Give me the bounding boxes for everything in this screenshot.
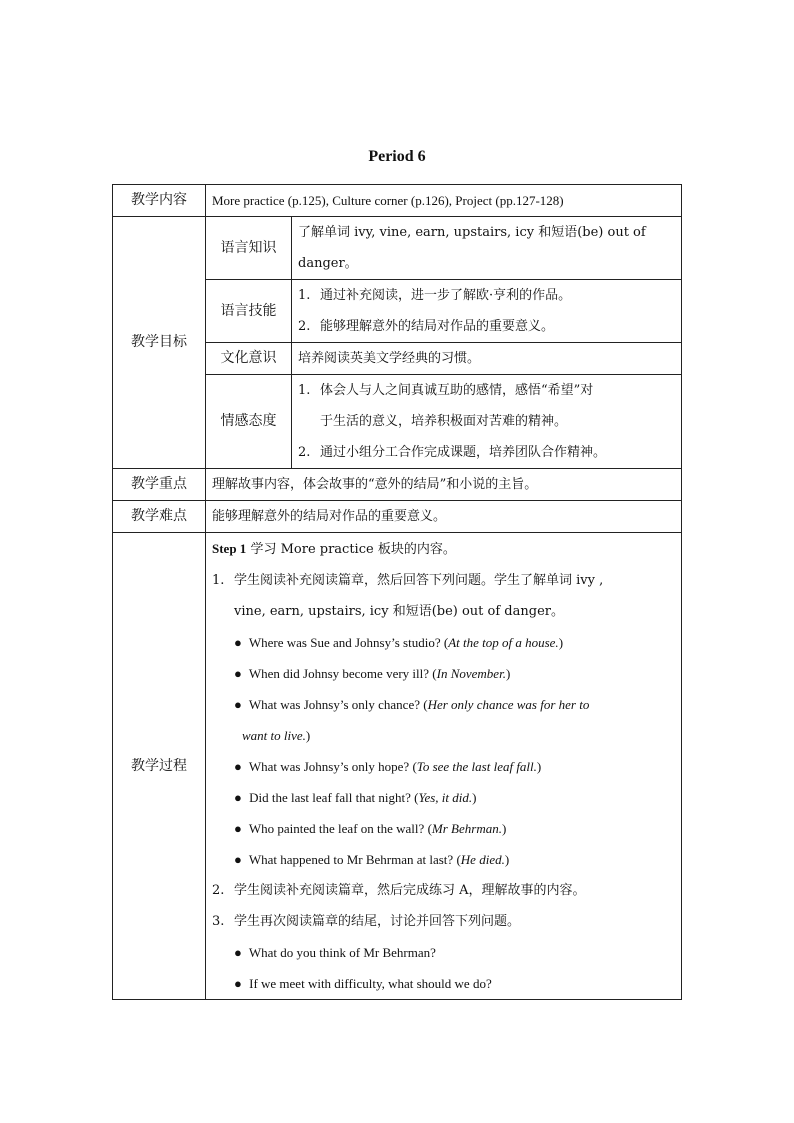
language-skills-list (292, 280, 682, 343)
list-item: 3. 学生再次阅读篇章的结尾，讨论并回答下列问题。 (212, 914, 521, 929)
question-item: ● When did Johnsy become very ill? (In November.) (234, 666, 511, 681)
emotion-label: 情感态度 (206, 375, 292, 469)
list-item-continuation: vine, earn, upstairs, icy 和短语(be) out of danger。 (234, 604, 564, 619)
discussion-item: ● If we meet with difficulty, what should we do? (234, 976, 492, 991)
difficulties-text: 能够理解意外的结局对作品的重要意义。 (206, 501, 682, 533)
language-knowledge-label: 语言知识 (206, 217, 292, 280)
step-text: 学习 More practice 板块的内容。 (250, 542, 456, 557)
process-label: 教学过程 (113, 533, 206, 1000)
language-knowledge-line: 了解单词 ivy, vine, earn, upstairs, icy 和短语(be) out of (298, 225, 646, 240)
list-item: 2. 能够理解意外的结局对作品的重要意义。 (298, 319, 555, 334)
row-key-points (113, 469, 682, 501)
culture-label: 文化意识 (206, 343, 292, 375)
difficulties-label: 教学难点 (113, 501, 206, 533)
goals-label: 教学目标 (113, 217, 206, 469)
language-knowledge-text (292, 217, 682, 280)
list-item: 1. 学生阅读补充阅读篇章，然后回答下列问题。学生了解单词 ivy , (212, 573, 604, 588)
answer: Yes, it did. (418, 790, 473, 805)
list-item: 1. 体会人与人之间真诚互助的感情，感悟“希望”对 (298, 383, 594, 398)
bullet-icon: ● (234, 852, 242, 867)
content-label: 教学内容 (113, 185, 206, 217)
bullet-icon: ● (234, 635, 242, 650)
key-points-label: 教学重点 (113, 469, 206, 501)
bullet-icon: ● (234, 976, 242, 991)
list-item: 1. 通过补充阅读，进一步了解欧·亨利的作品。 (298, 288, 572, 303)
question-item: ● What was Johnsy’s only hope? (To see the last leaf fall.) (234, 759, 542, 774)
content-text: More practice (p.125), Culture corner (p.126), Project (pp.127-128) (206, 185, 682, 217)
answer: To see the last leaf fall. (416, 759, 537, 774)
question-item: ● What was Johnsy’s only chance? (Her only chance was for her to (234, 697, 590, 712)
bullet-icon: ● (234, 790, 242, 805)
answer: Mr Behrman. (431, 821, 502, 836)
list-item: 2. 学生阅读补充阅读篇章，然后完成练习 A，理解故事的内容。 (212, 883, 586, 898)
question-item: ● Where was Sue and Johnsy’s studio? (At the top of a house.) (234, 635, 564, 650)
language-skills-label: 语言技能 (206, 280, 292, 343)
bullet-icon: ● (234, 697, 242, 712)
answer: At the top of a house. (448, 635, 559, 650)
row-process (113, 533, 682, 1000)
language-knowledge-line: danger。 (298, 256, 358, 271)
answer: In November. (436, 666, 506, 681)
question-item: ● What happened to Mr Behrman at last? (He died.) (234, 852, 510, 867)
answer: He died. (460, 852, 505, 867)
bullet-icon: ● (234, 945, 242, 960)
key-points-text: 理解故事内容，体会故事的“意外的结局”和小说的主旨。 (206, 469, 682, 501)
row-content (113, 185, 682, 217)
list-item-continuation: 于生活的意义，培养积极面对苦难的精神。 (320, 414, 568, 429)
discussion-item: ● What do you think of Mr Behrman? (234, 945, 436, 960)
process-content (206, 533, 682, 1000)
step-heading (212, 533, 675, 565)
row-language-knowledge (113, 217, 682, 280)
page-title: Period 6 (368, 148, 426, 165)
list-item: 2. 通过小组分工合作完成课题，培养团队合作精神。 (298, 445, 607, 460)
question-item: ● Who painted the leaf on the wall? (Mr Behrman.) (234, 821, 507, 836)
answer: want to live. (242, 728, 306, 743)
step-label: Step 1 (212, 541, 247, 556)
bullet-icon: ● (234, 759, 242, 774)
culture-text: 培养阅读英美文学经典的习惯。 (292, 343, 682, 375)
bullet-icon: ● (234, 821, 242, 836)
bullet-icon: ● (234, 666, 242, 681)
answer: Her only chance was for her to (427, 697, 590, 712)
row-difficulties (113, 501, 682, 533)
question-item-continuation: want to live.) (242, 728, 311, 743)
emotion-list (292, 375, 682, 469)
question-item: ● Did the last leaf fall that night? (Yes, it did.) (234, 790, 477, 805)
lesson-plan-table (112, 184, 682, 1000)
